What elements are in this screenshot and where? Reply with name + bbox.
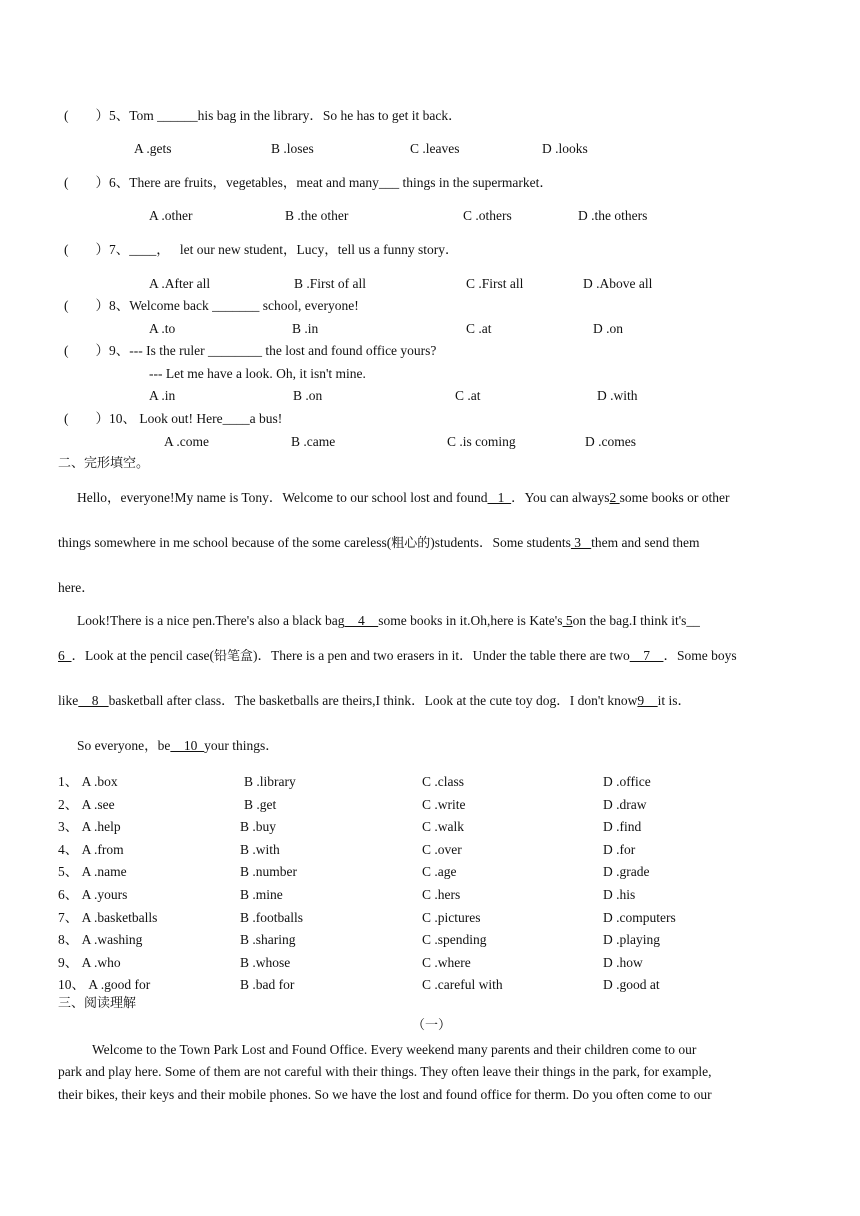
cloze-option-5-c: C .age bbox=[422, 864, 457, 880]
q7-option-b: B .First of all bbox=[294, 276, 367, 291]
q5-option-a: A .gets bbox=[134, 141, 172, 156]
cloze-option-4-d: D .for bbox=[603, 841, 636, 857]
reading-passage-line: their bikes, their keys and their mobile phones. So we have the lost and found office for therm. Do you often come to our bbox=[58, 1087, 712, 1102]
cloze-option-7-d: D .computers bbox=[603, 909, 676, 925]
cloze-option-7-a: 7、 A .basketballs bbox=[58, 909, 158, 925]
q6-option-b: B .the other bbox=[285, 208, 349, 223]
q9-option-d: D .with bbox=[597, 388, 638, 403]
cloze-option-10-d: D .good at bbox=[603, 977, 660, 993]
cloze-option-10-b: B .bad for bbox=[240, 977, 295, 993]
cloze-option-8-b: B .sharing bbox=[240, 932, 296, 948]
q7-option-c: C .First all bbox=[466, 276, 524, 291]
q10-option-d: D .comes bbox=[585, 434, 636, 449]
question-6: ( ）6、There are fruits，vegetables，meat and many___ things in the supermarket． bbox=[64, 175, 553, 190]
q7-option-d: D .Above all bbox=[583, 276, 653, 291]
cloze-option-8-c: C .spending bbox=[422, 932, 487, 948]
cloze-option-3-b: B .buy bbox=[240, 819, 277, 835]
passage-number: （一） bbox=[412, 1018, 452, 1033]
cloze-option-3-c: C .walk bbox=[422, 819, 464, 835]
question-5: ( ）5、Tom ______his bag in the library．So he has to get it back． bbox=[64, 108, 462, 123]
cloze-option-6-b: B .mine bbox=[240, 887, 283, 902]
q5-option-c: C .leaves bbox=[410, 141, 460, 156]
q5-option-d: D .looks bbox=[542, 141, 588, 156]
cloze-option-3-d: D .find bbox=[603, 819, 642, 835]
q10-option-a: A .come bbox=[164, 434, 209, 449]
question-8: ( ）8、Welcome back _______ school, everyone! bbox=[64, 298, 359, 313]
q10-option-c: C .is coming bbox=[447, 434, 516, 449]
cloze-option-1-a: 1、 A .box bbox=[58, 774, 118, 789]
cloze-option-1-b: B .library bbox=[244, 774, 296, 789]
cloze-option-3-a: 3、 A .help bbox=[58, 819, 121, 835]
cloze-option-2-a: 2、 A .see bbox=[58, 796, 115, 812]
cloze-passage-line: So everyone，be 10 your things． bbox=[77, 738, 279, 753]
cloze-option-6-a: 6、 A .yours bbox=[58, 887, 128, 902]
cloze-option-7-b: B .footballs bbox=[240, 909, 303, 925]
cloze-option-9-d: D .how bbox=[603, 954, 643, 970]
question-10: ( ）10、 Look out! Here____a bus! bbox=[64, 411, 283, 426]
cloze-passage-line: Look!There is a nice pen.There's also a black bag 4 some books in it.Oh,here is Kate's 5on the bag.I think it's__ bbox=[77, 613, 700, 628]
cloze-option-5-b: B .number bbox=[240, 864, 297, 880]
cloze-option-7-c: C .pictures bbox=[422, 909, 481, 925]
cloze-option-2-c: C .write bbox=[422, 796, 466, 812]
q8-option-b: B .in bbox=[292, 321, 319, 336]
cloze-option-5-a: 5、 A .name bbox=[58, 864, 127, 880]
q8-option-a: A .to bbox=[149, 321, 176, 336]
q6-option-d: D .the others bbox=[578, 208, 648, 223]
q9-option-c: C .at bbox=[455, 388, 481, 403]
question-9: ( ）9、--- Is the ruler ________ the lost and found office yours? bbox=[64, 343, 437, 358]
cloze-passage-line: Hello，everyone!My name is Tony．Welcome to our school lost and found 1 ．You can always2 some books or other bbox=[77, 490, 730, 505]
q9-option-a: A .in bbox=[149, 388, 176, 403]
reading-passage-line: Welcome to the Town Park Lost and Found Office. Every weekend many parents and their children come to our bbox=[92, 1042, 697, 1057]
cloze-option-6-d: D .his bbox=[603, 887, 636, 902]
cloze-option-1-d: D .office bbox=[603, 774, 651, 789]
cloze-passage-line: here． bbox=[58, 580, 95, 595]
cloze-option-9-c: C .where bbox=[422, 954, 471, 970]
q9-option-b: B .on bbox=[293, 388, 323, 403]
cloze-option-2-b: B .get bbox=[244, 796, 277, 812]
cloze-option-10-a: 10、 A .good for bbox=[58, 977, 151, 993]
q7-option-a: A .After all bbox=[149, 276, 211, 291]
cloze-option-10-c: C .careful with bbox=[422, 977, 503, 993]
q10-option-b: B .came bbox=[291, 434, 336, 449]
question-7: ( ）7、____， let our new student，Lucy，tell us a funny story． bbox=[64, 242, 459, 257]
cloze-option-9-b: B .whose bbox=[240, 954, 291, 970]
q5-option-b: B .loses bbox=[271, 141, 314, 156]
cloze-passage-line: things somewhere in me school because of the some careless(粗心的)students．Some students 3 them and send them bbox=[58, 535, 700, 551]
q8-option-d: D .on bbox=[593, 321, 623, 336]
cloze-option-4-a: 4、 A .from bbox=[58, 841, 124, 857]
q8-option-c: C .at bbox=[466, 321, 492, 336]
section-heading-cloze: 二、完形填空。 bbox=[58, 456, 150, 471]
cloze-option-4-c: C .over bbox=[422, 841, 462, 857]
cloze-option-1-c: C .class bbox=[422, 774, 464, 789]
section-heading-reading: 三、阅读理解 bbox=[58, 996, 137, 1011]
cloze-option-8-a: 8、 A .washing bbox=[58, 932, 143, 948]
cloze-option-2-d: D .draw bbox=[603, 796, 647, 812]
cloze-passage-line: like 8 basketball after class．The basketballs are theirs,I think．Look at the cute toy dog．I don't know9 it is． bbox=[58, 693, 692, 708]
q6-option-a: A .other bbox=[149, 208, 193, 223]
question-9-line-2: --- Let me have a look. Oh, it isn't mine. bbox=[149, 366, 366, 381]
cloze-option-9-a: 9、 A .who bbox=[58, 954, 121, 970]
cloze-option-6-c: C .hers bbox=[422, 887, 461, 902]
q6-option-c: C .others bbox=[463, 208, 512, 223]
cloze-option-4-b: B .with bbox=[240, 841, 280, 857]
cloze-passage-line: 6 ．Look at the pencil case(铅笔盒)．There is a pen and two erasers in it．Under the table there are two 7 ．Some boys bbox=[58, 648, 737, 664]
cloze-option-8-d: D .playing bbox=[603, 932, 660, 948]
cloze-option-5-d: D .grade bbox=[603, 864, 650, 880]
reading-passage-line: park and play here. Some of them are not careful with their things. They often leave their things in the park, for example, bbox=[58, 1064, 712, 1079]
